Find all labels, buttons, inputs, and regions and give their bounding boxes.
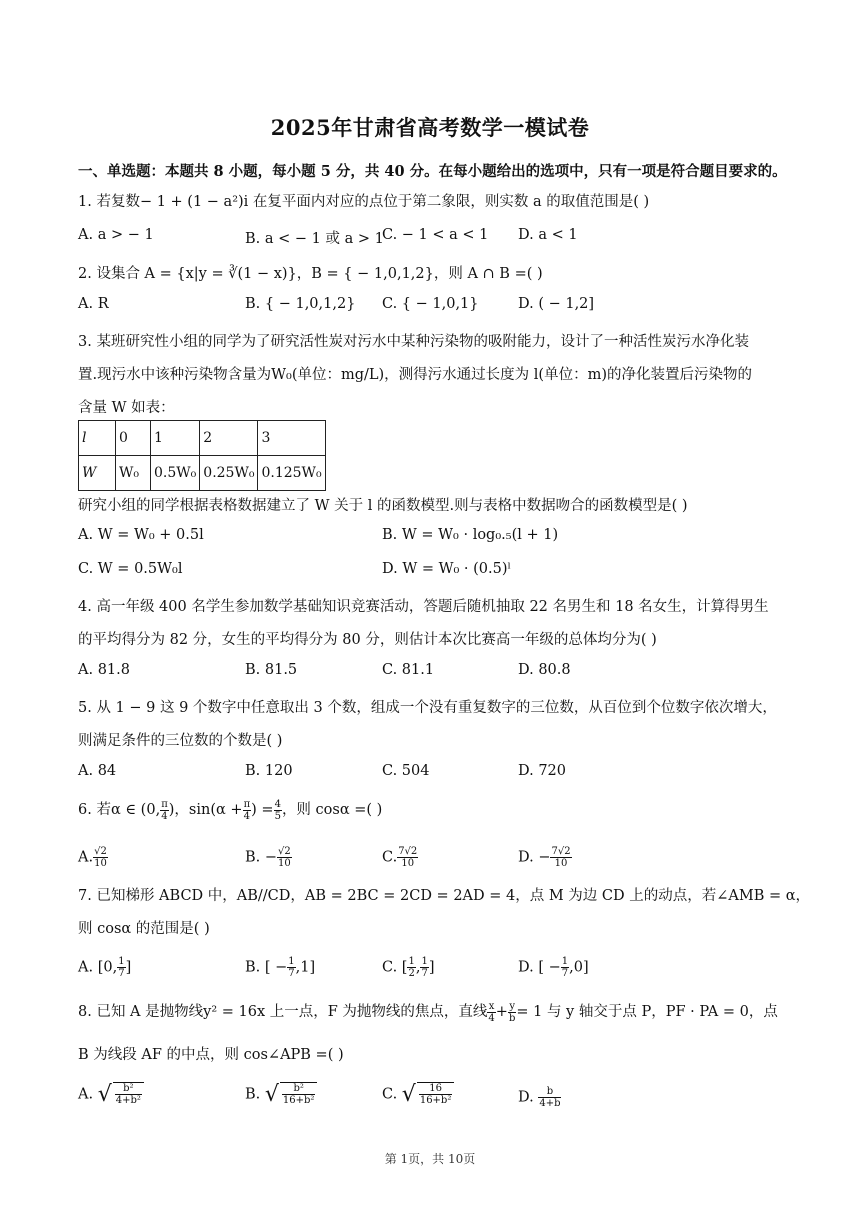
denominator: 7	[288, 968, 295, 979]
option-label: A. [0,	[78, 959, 118, 976]
page-footer: 第 1页，共 10页	[384, 1152, 476, 1166]
denominator: 16+b²	[419, 1095, 452, 1106]
fraction	[243, 799, 252, 822]
table-row	[79, 421, 326, 456]
option-label: A.	[78, 849, 94, 866]
question-7-stem-line-2: 则 cosα 的范围是( )	[78, 921, 210, 937]
q7-option-b	[245, 956, 315, 979]
q6-stem-part: )，sin(α +	[168, 802, 243, 818]
q6-option-d	[518, 846, 572, 869]
fraction	[397, 846, 418, 869]
table-cell: 0.125W₀	[258, 456, 325, 491]
q3-data-table	[78, 420, 326, 491]
denominator: 10	[401, 858, 415, 869]
denominator: 4	[488, 1012, 495, 1024]
table-cell: W	[79, 456, 116, 491]
denominator: 10	[278, 858, 291, 869]
question-5-stem-line-2: 则满足条件的三位数的个数是( )	[78, 733, 283, 749]
q3-option-a: A. W = W₀ + 0.5l	[78, 527, 204, 543]
numerator: π	[161, 798, 168, 810]
section-header: 一、单选题：本题共 8 小题，每小题 5 分，共 40 分。在每小题给出的选项中，只有一项是符合题目要求的。	[78, 163, 787, 180]
radical-icon: √	[401, 1082, 416, 1107]
question-1-stem: 1. 若复数− 1 + (1 − a²)i 在复平面内对应的点位于第二象限，则实数 a 的取值范围是( )	[78, 194, 650, 210]
table-cell: 0	[116, 421, 151, 456]
q6-stem-part: ) =	[251, 802, 274, 818]
question-3-stem-line-2: 置.现污水中该种污染物含量为W₀(单位：mg/L)，测得污水通过长度为 l(单位：m)的净化装置后污染物的	[78, 367, 752, 383]
numerator: √2	[94, 846, 107, 857]
q1-option-b: B. a < − 1 或 a > 1	[245, 231, 384, 247]
q1-option-a: A. a > − 1	[78, 227, 154, 243]
q2-option-d: D. ( − 1,2]	[518, 296, 595, 312]
q6-option-b	[245, 846, 292, 869]
q4-option-d: D. 80.8	[518, 662, 571, 678]
denominator: 4	[243, 810, 251, 822]
question-8-stem-line-2: B 为线段 AF 的中点，则 cos∠APB =( )	[78, 1047, 344, 1063]
question-4-stem-line-1: 4. 高一年级 400 名学生参加数学基础知识竞赛活动，答题后随机抽取 22 名男生和 18 名女生，计算得男生	[78, 599, 769, 615]
option-tail: ,	[415, 959, 421, 976]
q5-option-a: A. 84	[78, 763, 117, 779]
q6-option-c	[382, 846, 418, 869]
numerator: 7√2	[551, 846, 571, 857]
option-label: C.	[382, 849, 398, 866]
q8-option-d	[518, 1086, 561, 1109]
numerator: 1	[421, 956, 428, 967]
option-tail: ]	[125, 959, 132, 976]
table-cell: 0.25W₀	[200, 456, 258, 491]
q5-option-d: D. 720	[518, 763, 567, 779]
denominator: 4	[161, 810, 168, 822]
question-7-stem-line-1: 7. 已知梯形 ABCD 中，AB//CD，AB = 2BC = 2CD = 2AD = 4，点 M 为边 CD 上的动点，若∠AMB = α，	[78, 888, 811, 904]
q8-stem-part: 8. 已知 A 是抛物线y² = 16x 上一点，F 为抛物线的焦点，直线	[78, 1004, 488, 1020]
fraction	[274, 799, 282, 822]
fraction	[487, 1001, 495, 1024]
denominator: 10	[554, 858, 568, 869]
option-tail: ]	[428, 959, 435, 976]
q8-option-b	[245, 1082, 317, 1107]
table-cell: W₀	[116, 456, 151, 491]
numerator: π	[243, 798, 251, 810]
numerator: 4	[274, 798, 281, 810]
option-tail: ,0]	[569, 959, 589, 976]
question-3-stem-line-4: 研究小组的同学根据表格数据建立了 W 关于 l 的函数模型.则与表格中数据吻合的函数模型是( )	[78, 498, 688, 514]
table-cell: 1	[151, 421, 200, 456]
fraction	[287, 956, 295, 979]
question-2-stem: 2. 设集合 A = {x|y = ∛(1 − x)}，B = { − 1,0,1,2}，则 A ∩ B =( )	[78, 266, 543, 282]
denominator: 4+b²	[115, 1095, 141, 1106]
q2-option-c: C. { − 1,0,1}	[382, 296, 479, 312]
fraction	[420, 956, 428, 979]
numerator: b²	[115, 1083, 142, 1095]
q7-option-c	[382, 956, 434, 979]
fraction	[277, 846, 292, 869]
fraction	[160, 799, 169, 822]
numerator: 16	[419, 1083, 453, 1095]
fraction	[550, 846, 571, 869]
question-8-stem-line-1	[78, 1000, 790, 1024]
q2-option-a: A. R	[78, 296, 109, 312]
numerator: y	[509, 1000, 515, 1012]
q8-option-a	[78, 1082, 144, 1107]
option-label: B.	[245, 849, 261, 866]
plus-sign: +	[495, 1004, 508, 1020]
page-title: 2025年甘肃省高考数学一模试卷	[270, 115, 590, 140]
question-3-stem-line-3: 含量 W 如表：	[78, 400, 175, 416]
denominator: 16+b²	[282, 1095, 315, 1106]
question-5-stem-line-1: 5. 从 1 − 9 这 9 个数字中任意取出 3 个数，组成一个没有重复数字的三位数，从百位到个位数字依次增大，	[78, 700, 777, 716]
q3-option-c: C. W = 0.5W₀l	[78, 561, 183, 577]
fraction	[115, 1083, 142, 1106]
q8-stem-part: = 1 与 y 轴交于点 P，PF · PA = 0，点	[516, 1004, 778, 1020]
q1-option-c: C. − 1 < a < 1	[382, 227, 489, 243]
fraction	[117, 956, 125, 979]
question-4-stem-line-2: 的平均得分为 82 分，女生的平均得分为 80 分，则估计本次比赛高一年级的总体均分为( )	[78, 632, 657, 648]
denominator: 4+b	[539, 1098, 561, 1109]
option-tail: ,1]	[295, 959, 316, 976]
denominator: 7	[118, 968, 125, 979]
numerator: b²	[282, 1083, 316, 1095]
radical-icon: √	[264, 1082, 279, 1107]
q7-option-a	[78, 956, 131, 979]
denominator: 2	[408, 968, 415, 979]
denominator: 10	[94, 858, 107, 869]
q6-stem-part: ，则 cosα =( )	[281, 802, 383, 818]
question-3-stem-line-1: 3. 某班研究性小组的同学为了研究活性炭对污水中某种污染物的吸附能力，设计了一种活性炭污水净化装	[78, 334, 749, 350]
numerator: 1	[408, 956, 415, 967]
sign: −	[264, 849, 278, 866]
denominator: 5	[274, 810, 281, 822]
numerator: 7√2	[398, 846, 418, 857]
q5-option-b: B. 120	[245, 763, 293, 779]
radical-icon: √	[97, 1082, 112, 1107]
q7-option-d	[518, 956, 589, 979]
fraction	[407, 956, 415, 979]
numerator: 1	[288, 956, 295, 967]
q4-option-a: A. 81.8	[78, 662, 130, 678]
fraction	[561, 956, 569, 979]
fraction	[93, 846, 108, 869]
q5-option-c: C. 504	[382, 763, 430, 779]
option-label: A.	[78, 1086, 94, 1103]
option-label: D.	[518, 1089, 534, 1106]
option-label: D.	[518, 849, 534, 866]
q8-option-c	[382, 1082, 454, 1107]
table-cell: l	[79, 421, 116, 456]
option-label: C. [	[382, 959, 408, 976]
numerator: b	[538, 1086, 561, 1098]
fraction	[538, 1086, 561, 1109]
numerator: 1	[561, 956, 569, 967]
table-cell: 3	[258, 421, 325, 456]
q2-option-b: B. { − 1,0,1,2}	[245, 296, 356, 312]
table-cell: 0.5W₀	[151, 456, 200, 491]
option-label: B. [ −	[245, 959, 288, 976]
q4-option-c: C. 81.1	[382, 662, 435, 678]
option-label: C.	[382, 1086, 398, 1103]
q4-option-b: B. 81.5	[245, 662, 298, 678]
fraction	[419, 1083, 453, 1106]
denominator: b	[508, 1012, 516, 1024]
option-label: D. [ −	[518, 959, 561, 976]
q1-option-d: D. a < 1	[518, 227, 578, 243]
fraction	[282, 1083, 316, 1106]
question-6-stem	[78, 798, 790, 822]
denominator: 7	[561, 968, 569, 979]
numerator: 1	[118, 956, 125, 967]
numerator: x	[488, 1000, 495, 1012]
sign: −	[538, 849, 551, 866]
numerator: √2	[278, 846, 291, 857]
q3-option-b: B. W = W₀ · log₀.₅(l + 1)	[382, 527, 559, 543]
q6-stem-part: 6. 若α ∈ (0,	[78, 802, 161, 818]
denominator: 7	[421, 968, 428, 979]
table-row	[79, 456, 326, 491]
q3-option-d: D. W = W₀ · (0.5)ˡ	[382, 561, 512, 577]
q6-option-a	[78, 846, 108, 869]
table-cell: 2	[200, 421, 258, 456]
option-label: B.	[245, 1086, 261, 1103]
